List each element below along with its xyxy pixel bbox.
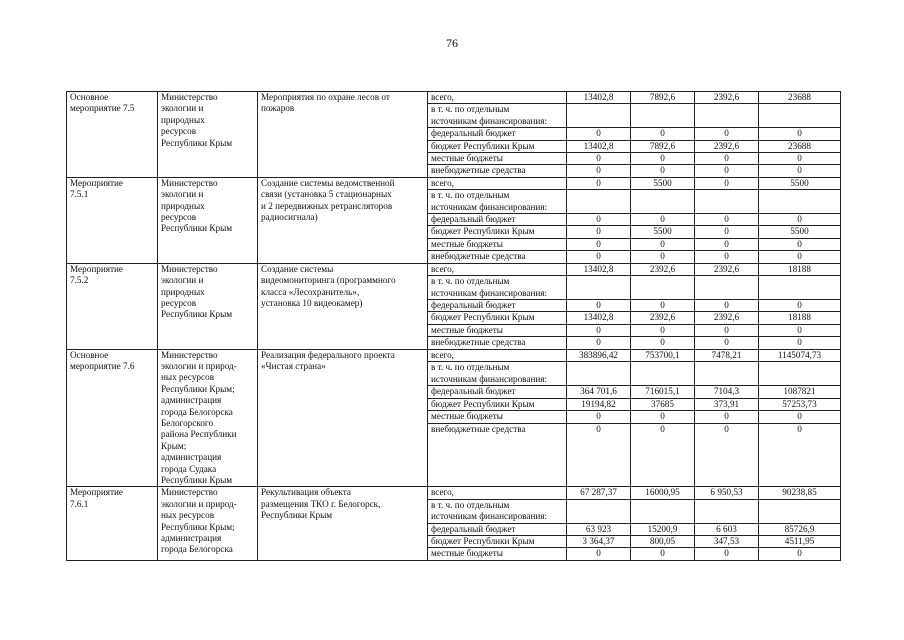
funding-source-label: всего,	[428, 349, 567, 362]
funding-source-label: внебюджетные средства	[428, 423, 567, 487]
funding-source-label: в т. ч. по отдельным	[428, 499, 567, 511]
amount-cell: 0	[567, 128, 631, 140]
amount-cell: 0	[695, 411, 759, 424]
funding-source-label: всего,	[428, 263, 567, 275]
amount-cell	[759, 104, 841, 116]
funding-source-label: внебюджетные средства	[428, 165, 567, 177]
amount-cell: 0	[695, 153, 759, 165]
amount-cell	[759, 190, 841, 202]
amount-cell: 23688	[759, 140, 841, 152]
amount-cell	[695, 362, 759, 374]
event-cell: Мероприятие 7.5.1	[67, 177, 158, 263]
amount-cell: 5500	[631, 177, 695, 189]
amount-cell: 0	[759, 411, 841, 424]
funding-source-label: федеральный бюджет	[428, 386, 567, 399]
activity-name-cell: Создание системы видеомониторинга (программного класса «Лесохранитель», установка 10 видеокамер)	[258, 263, 428, 349]
amount-cell	[567, 190, 631, 202]
amount-cell	[631, 104, 695, 116]
amount-cell: 1145074,73	[759, 349, 841, 362]
funding-source-label: местные бюджеты	[428, 548, 567, 560]
amount-cell: 0	[695, 324, 759, 336]
amount-cell: 0	[567, 177, 631, 189]
amount-cell	[759, 276, 841, 288]
amount-cell: 0	[759, 214, 841, 226]
amount-cell: 0	[695, 226, 759, 238]
executor-cell: Министерство экологии и природ- ных ресурсов Республики Крым; администрация города Белогорска	[158, 487, 258, 560]
funding-source-label: в т. ч. по отдельным	[428, 190, 567, 202]
amount-cell: 13402,8	[567, 140, 631, 152]
amount-cell	[759, 499, 841, 511]
activity-name-cell: Реализация федерального проекта «Чистая страна»	[258, 349, 428, 487]
amount-cell: 383896,42	[567, 349, 631, 362]
amount-cell	[631, 116, 695, 128]
amount-cell: 0	[567, 214, 631, 226]
event-cell: Основное мероприятие 7.6	[67, 349, 158, 487]
funding-source-label: бюджет Республики Крым	[428, 226, 567, 238]
funding-source-label: федеральный бюджет	[428, 299, 567, 311]
executor-cell: Министерство экологии и природных ресурсов Республики Крым	[158, 177, 258, 263]
amount-cell: 0	[631, 251, 695, 263]
funding-source-label: источникам финансирования:	[428, 288, 567, 300]
activity-name-cell: Рекультивация объекта размещения ТКО г. Белогорск, Республики Крым	[258, 487, 428, 560]
amount-cell	[567, 362, 631, 374]
amount-cell: 7478,21	[695, 349, 759, 362]
amount-cell	[695, 288, 759, 300]
amount-cell: 0	[567, 251, 631, 263]
amount-cell: 2392,6	[695, 263, 759, 275]
event-cell: Мероприятие 7.6.1	[67, 487, 158, 560]
amount-cell: 19194,82	[567, 398, 631, 411]
funding-source-label: в т. ч. по отдельным	[428, 276, 567, 288]
amount-cell: 67 287,37	[567, 487, 631, 499]
amount-cell: 2392,6	[631, 312, 695, 324]
amount-cell: 0	[759, 153, 841, 165]
amount-cell: 2392,6	[695, 92, 759, 104]
amount-cell: 0	[567, 411, 631, 424]
amount-cell	[567, 116, 631, 128]
amount-cell: 37685	[631, 398, 695, 411]
amount-cell: 13402,8	[567, 312, 631, 324]
amount-cell: 4511,95	[759, 536, 841, 548]
amount-cell: 6 603	[695, 523, 759, 535]
funding-source-label: местные бюджеты	[428, 324, 567, 336]
amount-cell: 0	[759, 251, 841, 263]
amount-cell: 0	[631, 214, 695, 226]
amount-cell: 0	[759, 337, 841, 349]
amount-cell: 0	[631, 128, 695, 140]
amount-cell	[567, 104, 631, 116]
amount-cell: 18188	[759, 263, 841, 275]
amount-cell	[631, 362, 695, 374]
amount-cell	[631, 374, 695, 386]
activity-name-cell: Создание системы ведомственной связи (установка 5 стационарных и 2 передвижных ретрансляторов радиосигнала)	[258, 177, 428, 263]
amount-cell: 0	[631, 165, 695, 177]
amount-cell: 13402,8	[567, 263, 631, 275]
amount-cell: 0	[759, 128, 841, 140]
amount-cell: 3 364,37	[567, 536, 631, 548]
funding-source-label: бюджет Республики Крым	[428, 140, 567, 152]
amount-cell: 0	[695, 238, 759, 250]
amount-cell	[695, 499, 759, 511]
funding-source-label: всего,	[428, 177, 567, 189]
amount-cell: 0	[759, 299, 841, 311]
amount-cell	[567, 511, 631, 523]
amount-cell: 2392,6	[631, 263, 695, 275]
amount-cell	[631, 276, 695, 288]
funding-source-label: источникам финансирования:	[428, 511, 567, 523]
amount-cell: 0	[695, 165, 759, 177]
amount-cell: 0	[567, 423, 631, 487]
amount-cell: 0	[695, 299, 759, 311]
amount-cell: 0	[631, 324, 695, 336]
amount-cell: 18188	[759, 312, 841, 324]
funding-source-label: источникам финансирования:	[428, 202, 567, 214]
amount-cell	[759, 116, 841, 128]
amount-cell: 0	[631, 548, 695, 560]
amount-cell	[695, 116, 759, 128]
amount-cell	[695, 104, 759, 116]
table-row	[67, 487, 841, 499]
amount-cell: 0	[759, 324, 841, 336]
funding-source-label: местные бюджеты	[428, 238, 567, 250]
amount-cell: 0	[567, 299, 631, 311]
amount-cell: 0	[695, 128, 759, 140]
funding-source-label: источникам финансирования:	[428, 374, 567, 386]
funding-source-label: источникам финансирования:	[428, 116, 567, 128]
amount-cell: 23688	[759, 92, 841, 104]
amount-cell: 16000,95	[631, 487, 695, 499]
amount-cell: 6 950,53	[695, 487, 759, 499]
amount-cell: 0	[631, 337, 695, 349]
amount-cell: 800,05	[631, 536, 695, 548]
amount-cell: 0	[567, 226, 631, 238]
amount-cell: 0	[759, 548, 841, 560]
amount-cell	[631, 190, 695, 202]
amount-cell: 347,53	[695, 536, 759, 548]
activity-name-cell: Мероприятия по охране лесов от пожаров	[258, 92, 428, 178]
amount-cell: 13402,8	[567, 92, 631, 104]
amount-cell: 85726,9	[759, 523, 841, 535]
amount-cell: 0	[759, 165, 841, 177]
amount-cell: 0	[631, 411, 695, 424]
funding-source-label: в т. ч. по отдельным	[428, 104, 567, 116]
amount-cell: 0	[567, 324, 631, 336]
amount-cell: 0	[631, 423, 695, 487]
funding-source-label: в т. ч. по отдельным	[428, 362, 567, 374]
event-cell: Мероприятие 7.5.2	[67, 263, 158, 349]
amount-cell	[759, 288, 841, 300]
amount-cell	[567, 499, 631, 511]
amount-cell	[631, 202, 695, 214]
table-row	[67, 349, 841, 362]
funding-source-label: местные бюджеты	[428, 411, 567, 424]
program-funding-table	[66, 91, 841, 561]
amount-cell: 364 701,6	[567, 386, 631, 399]
amount-cell: 0	[695, 214, 759, 226]
funding-source-label: бюджет Республики Крым	[428, 398, 567, 411]
amount-cell: 0	[567, 153, 631, 165]
amount-cell: 0	[567, 165, 631, 177]
amount-cell: 373,91	[695, 398, 759, 411]
amount-cell: 0	[695, 548, 759, 560]
page-number: 76	[446, 36, 458, 50]
amount-cell: 5500	[759, 226, 841, 238]
amount-cell: 753700,1	[631, 349, 695, 362]
amount-cell: 5500	[759, 177, 841, 189]
funding-source-label: федеральный бюджет	[428, 128, 567, 140]
amount-cell	[759, 362, 841, 374]
funding-source-label: федеральный бюджет	[428, 523, 567, 535]
amount-cell: 716015,1	[631, 386, 695, 399]
amount-cell: 7892,6	[631, 140, 695, 152]
funding-source-label: федеральный бюджет	[428, 214, 567, 226]
amount-cell: 57253,73	[759, 398, 841, 411]
funding-source-label: бюджет Республики Крым	[428, 536, 567, 548]
amount-cell	[695, 202, 759, 214]
amount-cell	[695, 190, 759, 202]
funding-source-label: внебюджетные средства	[428, 337, 567, 349]
amount-cell: 0	[695, 251, 759, 263]
amount-cell	[631, 499, 695, 511]
amount-cell: 0	[631, 153, 695, 165]
amount-cell	[567, 374, 631, 386]
amount-cell: 15200,9	[631, 523, 695, 535]
amount-cell: 90238,85	[759, 487, 841, 499]
table-row	[67, 92, 841, 104]
amount-cell: 7892,6	[631, 92, 695, 104]
funding-source-label: местные бюджеты	[428, 153, 567, 165]
amount-cell	[631, 511, 695, 523]
funding-source-label: бюджет Республики Крым	[428, 312, 567, 324]
amount-cell: 0	[759, 423, 841, 487]
amount-cell: 0	[631, 238, 695, 250]
amount-cell: 0	[759, 238, 841, 250]
table-row	[67, 177, 841, 189]
amount-cell: 1087821	[759, 386, 841, 399]
amount-cell	[759, 202, 841, 214]
amount-cell	[631, 288, 695, 300]
amount-cell	[759, 511, 841, 523]
amount-cell	[759, 374, 841, 386]
funding-source-label: всего,	[428, 487, 567, 499]
amount-cell: 0	[695, 423, 759, 487]
funding-source-label: всего,	[428, 92, 567, 104]
amount-cell	[695, 276, 759, 288]
executor-cell: Министерство экологии и природных ресурсов Республики Крым	[158, 263, 258, 349]
amount-cell: 2392,6	[695, 140, 759, 152]
amount-cell: 0	[695, 177, 759, 189]
amount-cell	[567, 288, 631, 300]
amount-cell: 5500	[631, 226, 695, 238]
amount-cell: 0	[631, 299, 695, 311]
amount-cell: 0	[567, 238, 631, 250]
amount-cell: 2392,6	[695, 312, 759, 324]
amount-cell	[567, 276, 631, 288]
executor-cell: Министерство экологии и природ- ных ресурсов Республики Крым; администрация города Белогорска Белогорского района Республики Крым; администрация города Судака Республики Крым	[158, 349, 258, 487]
event-cell: Основное мероприятие 7.5	[67, 92, 158, 178]
amount-cell: 63 923	[567, 523, 631, 535]
amount-cell: 0	[567, 548, 631, 560]
amount-cell	[695, 511, 759, 523]
amount-cell	[695, 374, 759, 386]
executor-cell: Министерство экологии и природных ресурсов Республики Крым	[158, 92, 258, 178]
amount-cell: 0	[567, 337, 631, 349]
amount-cell: 7104,3	[695, 386, 759, 399]
amount-cell: 0	[695, 337, 759, 349]
table-row	[67, 263, 841, 275]
funding-source-label: внебюджетные средства	[428, 251, 567, 263]
amount-cell	[567, 202, 631, 214]
